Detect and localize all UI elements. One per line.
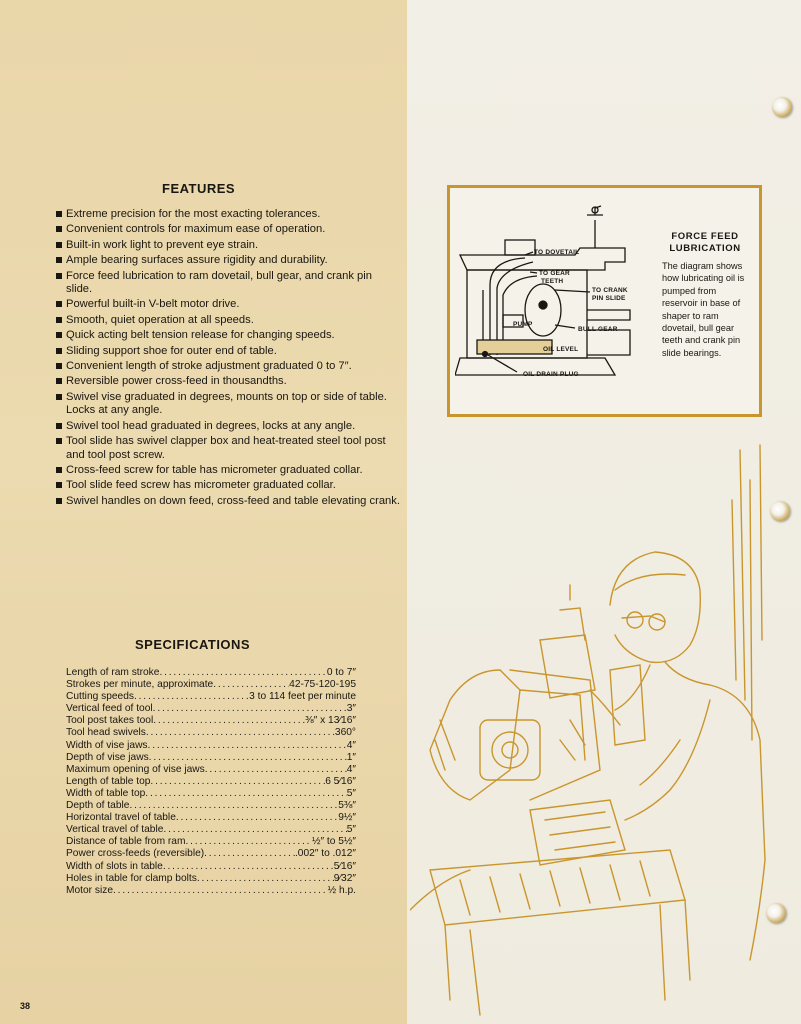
feature-item: Swivel tool head graduated in degrees, locks at any angle. <box>56 420 401 433</box>
spec-dot-leader <box>163 861 334 873</box>
spec-value: 5″ <box>346 787 356 799</box>
spec-row <box>66 703 356 715</box>
spec-dot-leader <box>163 824 346 836</box>
spec-dot-leader <box>146 727 335 739</box>
spec-dot-leader <box>204 848 295 860</box>
spec-row <box>66 727 356 739</box>
spec-value: ½ h.p. <box>327 884 356 896</box>
feature-item: Reversible power cross-feed in thousandths. <box>56 375 401 388</box>
features-list <box>56 208 401 510</box>
spec-row <box>66 691 356 703</box>
spec-label: Power cross-feeds (reversible) <box>66 848 205 860</box>
spec-label: Strokes per minute, approximate <box>66 679 214 691</box>
features-heading: FEATURES <box>162 181 236 196</box>
spec-label: Vertical feed of tool <box>66 703 153 715</box>
spec-row <box>66 667 356 679</box>
specifications-table <box>66 667 356 897</box>
spec-row <box>66 715 356 727</box>
spec-label: Depth of table <box>66 800 130 812</box>
spec-value: 3″ <box>346 703 356 715</box>
spec-label: Tool post takes tool <box>66 715 154 727</box>
spec-dot-leader <box>197 873 334 885</box>
callout-oil-level: OIL LEVEL <box>543 346 579 353</box>
spec-dot-leader <box>159 667 326 679</box>
callout-to-gear-teeth-line2: TEETH <box>541 278 564 285</box>
spec-value: .002″ to .012″ <box>294 848 356 860</box>
diagram-title-line2: LUBRICATION <box>669 243 741 254</box>
spec-dot-leader <box>129 800 338 812</box>
page-number: 38 <box>20 1001 31 1011</box>
feature-item: Sliding support shoe for outer end of table. <box>56 345 401 358</box>
feature-item: Tool slide has swivel clapper box and heat-treated steel tool post and tool post screw. <box>56 435 401 462</box>
spec-label: Motor size <box>66 884 113 896</box>
spec-dot-leader <box>205 764 347 776</box>
spec-value: 5″ <box>346 824 356 836</box>
callout-to-crank-pin-slide-line1: TO CRANK <box>592 287 628 294</box>
feature-item: Cross-feed screw for table has micrometer graduated collar. <box>56 464 401 477</box>
feature-item: Quick acting belt tension release for changing speeds. <box>56 329 401 342</box>
callout-to-crank-pin-slide-line2: PIN SLIDE <box>592 295 626 302</box>
spec-value: 6 5⁄16″ <box>325 775 356 787</box>
spec-label: Width of vise jaws <box>66 739 148 751</box>
feature-item: Smooth, quiet operation at all speeds. <box>56 314 401 327</box>
feature-item: Tool slide feed screw has micrometer graduated collar. <box>56 479 401 492</box>
spec-row <box>66 812 356 824</box>
machinist-sketch-illustration <box>410 440 790 1020</box>
spec-dot-leader <box>150 776 325 788</box>
callout-to-gear-teeth-line1: TO GEAR <box>539 270 570 277</box>
feature-item: Built-in work light to prevent eye strain. <box>56 239 401 252</box>
feature-item: Convenient controls for maximum ease of operation. <box>56 223 401 236</box>
spec-value: 360° <box>334 727 356 739</box>
spec-dot-leader <box>149 752 347 764</box>
feature-item: Convenient length of stroke adjustment graduated 0 to 7″. <box>56 360 401 373</box>
diagram-caption: The diagram shows how lubricating oil is pumped from reservoir in base of shaper to ram dovetail, bull gear teeth and crank pin slide bearings. <box>662 261 745 358</box>
spec-label: Horizontal travel of table <box>66 812 176 824</box>
spec-row <box>66 836 356 848</box>
spec-label: Length of table top <box>66 775 151 787</box>
spec-row <box>66 873 356 885</box>
spec-label: Holes in table for clamp bolts <box>66 872 197 884</box>
spec-label: Distance of table from ram <box>66 836 186 848</box>
spec-value: 3 to 114 feet per minute <box>249 691 356 703</box>
spec-value: 9½″ <box>338 812 356 824</box>
spec-label: Maximum opening of vise jaws <box>66 763 205 775</box>
feature-item: Swivel handles on down feed, cross-feed and table elevating crank. <box>56 495 401 508</box>
spec-row <box>66 776 356 788</box>
spec-row <box>66 848 356 860</box>
punch-hole-top <box>772 97 792 117</box>
spec-value: 4″ <box>346 763 356 775</box>
spec-row <box>66 800 356 812</box>
spec-row <box>66 861 356 873</box>
feature-item: Force feed lubrication to ram dovetail, bull gear, and crank pin slide. <box>56 270 401 297</box>
spec-value: 9⁄32″ <box>333 872 356 884</box>
spec-dot-leader <box>185 836 312 848</box>
spec-row <box>66 788 356 800</box>
spec-label: Width of slots in table <box>66 860 163 872</box>
spec-label: Vertical travel of table <box>66 824 164 836</box>
spec-dot-leader <box>113 885 328 897</box>
spec-label: Width of table top <box>66 787 146 799</box>
spec-value: ⅜″ x 13⁄16″ <box>305 715 356 727</box>
spec-dot-leader <box>145 788 346 800</box>
feature-item: Ample bearing surfaces assure rigidity and durability. <box>56 254 401 267</box>
spec-dot-leader <box>153 715 305 727</box>
spec-value: 42-75-120-195 <box>289 679 356 691</box>
feature-item: Powerful built-in V-belt motor drive. <box>56 298 401 311</box>
callout-bull-gear: BULL GEAR <box>578 326 618 333</box>
spec-row <box>66 752 356 764</box>
spec-row <box>66 740 356 752</box>
diagram-title-line1: FORCE FEED <box>671 231 739 242</box>
spec-row <box>66 824 356 836</box>
spec-row <box>66 885 356 897</box>
spec-dot-leader <box>213 679 289 691</box>
spec-dot-leader <box>148 740 347 752</box>
spec-value: 5⁄16″ <box>333 860 356 872</box>
callout-to-dovetail: TO DOVETAIL <box>534 249 580 256</box>
specifications-heading: SPECIFICATIONS <box>135 637 251 652</box>
spec-value: 0 to 7″ <box>326 667 356 678</box>
spec-value: 1″ <box>346 751 356 763</box>
spec-value: 4″ <box>346 739 356 751</box>
spec-dot-leader <box>134 691 249 703</box>
feature-item: Swivel vise graduated in degrees, mounts on top or side of table. Locks at any angle. <box>56 391 401 418</box>
spec-value: ½″ to 5½″ <box>311 836 356 848</box>
feature-item: Extreme precision for the most exacting tolerances. <box>56 208 401 221</box>
spec-label: Cutting speeds <box>66 691 134 703</box>
spec-label: Length of ram stroke <box>66 667 160 678</box>
callout-oil-drain-plug: OIL DRAIN PLUG <box>523 371 579 378</box>
spec-value: 5⅜″ <box>338 800 356 812</box>
diagram-title <box>660 231 750 255</box>
spec-dot-leader <box>176 812 338 824</box>
spec-label: Tool head swivels <box>66 727 146 739</box>
spec-row <box>66 764 356 776</box>
spec-row <box>66 679 356 691</box>
callout-pump: PUMP <box>513 321 533 328</box>
spec-label: Depth of vise jaws <box>66 751 149 763</box>
spec-dot-leader <box>153 703 347 715</box>
